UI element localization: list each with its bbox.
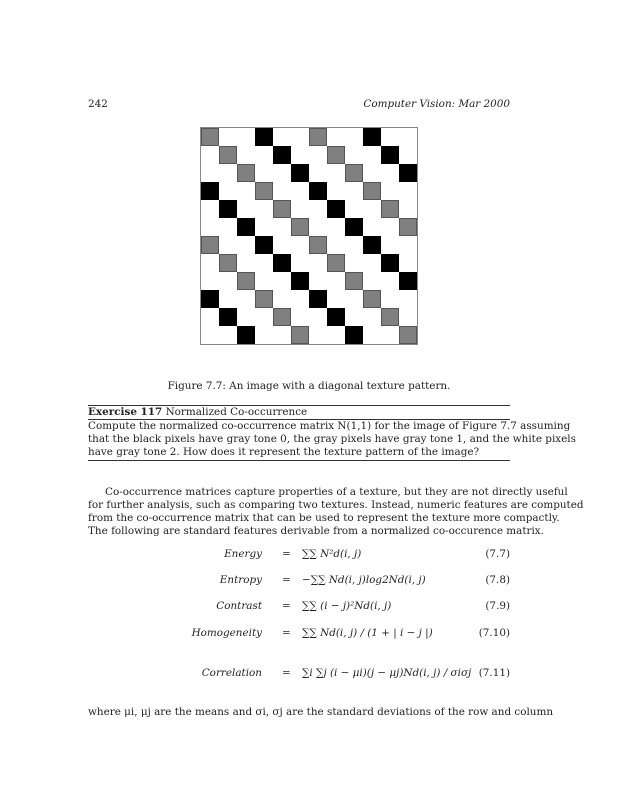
gray-pixel bbox=[309, 236, 327, 254]
gray-pixel bbox=[327, 146, 345, 164]
white-pixel bbox=[363, 272, 381, 290]
black-pixel bbox=[237, 218, 255, 236]
gray-pixel bbox=[201, 128, 219, 146]
gray-pixel bbox=[237, 164, 255, 182]
exercise-label: Exercise 117 bbox=[88, 406, 163, 418]
white-pixel bbox=[345, 200, 363, 218]
white-pixel bbox=[219, 236, 237, 254]
white-pixel bbox=[255, 218, 273, 236]
white-pixel bbox=[399, 308, 417, 326]
exercise-heading bbox=[88, 406, 307, 418]
gray-pixel bbox=[291, 326, 309, 344]
equation-label: Energy bbox=[224, 548, 262, 560]
gray-pixel bbox=[327, 254, 345, 272]
white-pixel bbox=[255, 326, 273, 344]
exercise-line: have gray tone 2. How does it represent the texture pattern of the image? bbox=[88, 446, 480, 458]
white-pixel bbox=[381, 272, 399, 290]
white-pixel bbox=[345, 182, 363, 200]
black-pixel bbox=[219, 200, 237, 218]
black-pixel bbox=[291, 164, 309, 182]
gray-pixel bbox=[381, 308, 399, 326]
white-pixel bbox=[273, 182, 291, 200]
black-pixel bbox=[309, 290, 327, 308]
black-pixel bbox=[273, 146, 291, 164]
white-pixel bbox=[363, 326, 381, 344]
black-pixel bbox=[237, 326, 255, 344]
paragraph-line: for further analysis, such as comparing two textures. Instead, numeric features are computed bbox=[88, 499, 584, 511]
white-pixel bbox=[399, 128, 417, 146]
white-pixel bbox=[255, 146, 273, 164]
white-pixel bbox=[255, 164, 273, 182]
white-pixel bbox=[291, 290, 309, 308]
black-pixel bbox=[201, 290, 219, 308]
equation-number: (7.7) bbox=[485, 548, 510, 560]
white-pixel bbox=[345, 128, 363, 146]
white-pixel bbox=[381, 218, 399, 236]
white-pixel bbox=[327, 236, 345, 254]
exercise-title: Normalized Co-occurrence bbox=[165, 406, 308, 418]
paragraph-line: Co-occurrence matrices capture properties of a texture, but they are not directly useful bbox=[105, 486, 568, 498]
gray-pixel bbox=[273, 200, 291, 218]
white-pixel bbox=[291, 254, 309, 272]
white-pixel bbox=[363, 308, 381, 326]
white-pixel bbox=[291, 200, 309, 218]
white-pixel bbox=[309, 146, 327, 164]
white-pixel bbox=[327, 272, 345, 290]
white-pixel bbox=[381, 290, 399, 308]
white-pixel bbox=[273, 290, 291, 308]
white-pixel bbox=[237, 236, 255, 254]
white-pixel bbox=[273, 218, 291, 236]
paragraph-line: The following are standard features derivable from a normalized co-occurence matrix. bbox=[88, 525, 544, 537]
equation-label: Correlation bbox=[201, 667, 262, 679]
white-pixel bbox=[381, 164, 399, 182]
running-title: Computer Vision: Mar 2000 bbox=[363, 98, 510, 110]
white-pixel bbox=[309, 200, 327, 218]
white-pixel bbox=[363, 164, 381, 182]
white-pixel bbox=[219, 164, 237, 182]
black-pixel bbox=[255, 236, 273, 254]
white-pixel bbox=[327, 164, 345, 182]
white-pixel bbox=[363, 218, 381, 236]
white-pixel bbox=[255, 254, 273, 272]
white-pixel bbox=[309, 164, 327, 182]
equation-energy bbox=[0, 548, 618, 568]
white-pixel bbox=[381, 182, 399, 200]
gray-pixel bbox=[345, 272, 363, 290]
black-pixel bbox=[381, 146, 399, 164]
white-pixel bbox=[201, 146, 219, 164]
white-pixel bbox=[273, 326, 291, 344]
page-number: 242 bbox=[88, 98, 108, 110]
paragraph-line: where μi, μj are the means and σi, σj are the standard deviations of the row and column bbox=[88, 706, 554, 718]
white-pixel bbox=[219, 272, 237, 290]
white-pixel bbox=[363, 254, 381, 272]
white-pixel bbox=[309, 218, 327, 236]
gray-pixel bbox=[219, 146, 237, 164]
white-pixel bbox=[381, 236, 399, 254]
black-pixel bbox=[345, 326, 363, 344]
equation-label: Entropy bbox=[219, 574, 262, 586]
black-pixel bbox=[363, 128, 381, 146]
white-pixel bbox=[255, 272, 273, 290]
equals-sign: = bbox=[282, 600, 291, 612]
white-pixel bbox=[201, 164, 219, 182]
white-pixel bbox=[237, 200, 255, 218]
white-pixel bbox=[327, 290, 345, 308]
gray-pixel bbox=[399, 218, 417, 236]
black-pixel bbox=[327, 308, 345, 326]
white-pixel bbox=[291, 308, 309, 326]
equation-expression: ∑∑ N²d(i, j) bbox=[302, 548, 362, 560]
white-pixel bbox=[309, 254, 327, 272]
gray-pixel bbox=[363, 290, 381, 308]
equals-sign: = bbox=[282, 627, 291, 639]
white-pixel bbox=[219, 326, 237, 344]
equation-entropy bbox=[0, 574, 618, 594]
white-pixel bbox=[381, 128, 399, 146]
white-pixel bbox=[237, 182, 255, 200]
equals-sign: = bbox=[282, 548, 291, 560]
white-pixel bbox=[327, 326, 345, 344]
figure-caption: Figure 7.7: An image with a diagonal texture pattern. bbox=[167, 380, 451, 392]
white-pixel bbox=[201, 254, 219, 272]
white-pixel bbox=[255, 308, 273, 326]
gray-pixel bbox=[399, 326, 417, 344]
white-pixel bbox=[345, 146, 363, 164]
black-pixel bbox=[309, 182, 327, 200]
white-pixel bbox=[201, 308, 219, 326]
white-pixel bbox=[201, 218, 219, 236]
gray-pixel bbox=[219, 254, 237, 272]
gray-pixel bbox=[345, 164, 363, 182]
white-pixel bbox=[399, 254, 417, 272]
white-pixel bbox=[291, 182, 309, 200]
white-pixel bbox=[309, 326, 327, 344]
gray-pixel bbox=[237, 272, 255, 290]
gray-pixel bbox=[201, 236, 219, 254]
equation-number: (7.9) bbox=[485, 600, 510, 612]
white-pixel bbox=[201, 272, 219, 290]
white-pixel bbox=[399, 200, 417, 218]
white-pixel bbox=[327, 128, 345, 146]
equation-label: Homogeneity bbox=[191, 627, 262, 639]
white-pixel bbox=[219, 218, 237, 236]
white-pixel bbox=[345, 236, 363, 254]
white-pixel bbox=[219, 182, 237, 200]
white-pixel bbox=[309, 272, 327, 290]
white-pixel bbox=[255, 200, 273, 218]
white-pixel bbox=[201, 200, 219, 218]
white-pixel bbox=[327, 182, 345, 200]
equation-expression: −∑∑ Nd(i, j)log2Nd(i, j) bbox=[302, 574, 426, 586]
white-pixel bbox=[291, 236, 309, 254]
white-pixel bbox=[345, 290, 363, 308]
white-pixel bbox=[273, 272, 291, 290]
white-pixel bbox=[291, 146, 309, 164]
equation-correlation bbox=[0, 667, 618, 687]
white-pixel bbox=[201, 326, 219, 344]
white-pixel bbox=[219, 128, 237, 146]
black-pixel bbox=[345, 218, 363, 236]
white-pixel bbox=[363, 200, 381, 218]
equation-homogeneity bbox=[0, 627, 618, 647]
gray-pixel bbox=[255, 182, 273, 200]
equation-number: (7.10) bbox=[478, 627, 510, 639]
black-pixel bbox=[273, 254, 291, 272]
white-pixel bbox=[381, 326, 399, 344]
black-pixel bbox=[327, 200, 345, 218]
gray-pixel bbox=[273, 308, 291, 326]
white-pixel bbox=[399, 182, 417, 200]
white-pixel bbox=[363, 146, 381, 164]
equation-expression: ∑∑ Nd(i, j) / (1 + | i − j |) bbox=[302, 627, 433, 639]
white-pixel bbox=[273, 128, 291, 146]
equals-sign: = bbox=[282, 667, 291, 679]
white-pixel bbox=[399, 236, 417, 254]
exercise-line: Compute the normalized co-occurrence matrix N(1,1) for the image of Figure 7.7 assuming bbox=[88, 420, 571, 432]
white-pixel bbox=[399, 290, 417, 308]
equation-expression: ∑∑ (i − j)²Nd(i, j) bbox=[302, 600, 392, 612]
black-pixel bbox=[201, 182, 219, 200]
black-pixel bbox=[255, 128, 273, 146]
black-pixel bbox=[219, 308, 237, 326]
equation-label: Contrast bbox=[216, 600, 262, 612]
gray-pixel bbox=[381, 200, 399, 218]
equals-sign: = bbox=[282, 574, 291, 586]
white-pixel bbox=[273, 164, 291, 182]
white-pixel bbox=[399, 146, 417, 164]
black-pixel bbox=[363, 236, 381, 254]
white-pixel bbox=[237, 254, 255, 272]
equation-number: (7.8) bbox=[485, 574, 510, 586]
gray-pixel bbox=[309, 128, 327, 146]
gray-pixel bbox=[291, 218, 309, 236]
white-pixel bbox=[345, 308, 363, 326]
white-pixel bbox=[237, 146, 255, 164]
gray-pixel bbox=[363, 182, 381, 200]
diagonal-texture-figure bbox=[200, 127, 418, 345]
white-pixel bbox=[327, 218, 345, 236]
paragraph-line: from the co-occurrence matrix that can be used to represent the texture more compactly. bbox=[88, 512, 560, 524]
black-pixel bbox=[399, 164, 417, 182]
white-pixel bbox=[345, 254, 363, 272]
black-pixel bbox=[291, 272, 309, 290]
white-pixel bbox=[219, 290, 237, 308]
exercise-bottom-rule bbox=[88, 460, 510, 461]
white-pixel bbox=[309, 308, 327, 326]
black-pixel bbox=[381, 254, 399, 272]
white-pixel bbox=[237, 128, 255, 146]
equation-number: (7.11) bbox=[478, 667, 510, 679]
white-pixel bbox=[273, 236, 291, 254]
white-pixel bbox=[291, 128, 309, 146]
white-pixel bbox=[237, 308, 255, 326]
white-pixel bbox=[237, 290, 255, 308]
gray-pixel bbox=[255, 290, 273, 308]
equation-expression: ∑i ∑j (i − μi)(j − μj)Nd(i, j) / σiσj bbox=[302, 667, 472, 679]
equation-contrast bbox=[0, 600, 618, 620]
exercise-line: that the black pixels have gray tone 0, the gray pixels have gray tone 1, and the white pixels bbox=[88, 433, 576, 445]
black-pixel bbox=[399, 272, 417, 290]
